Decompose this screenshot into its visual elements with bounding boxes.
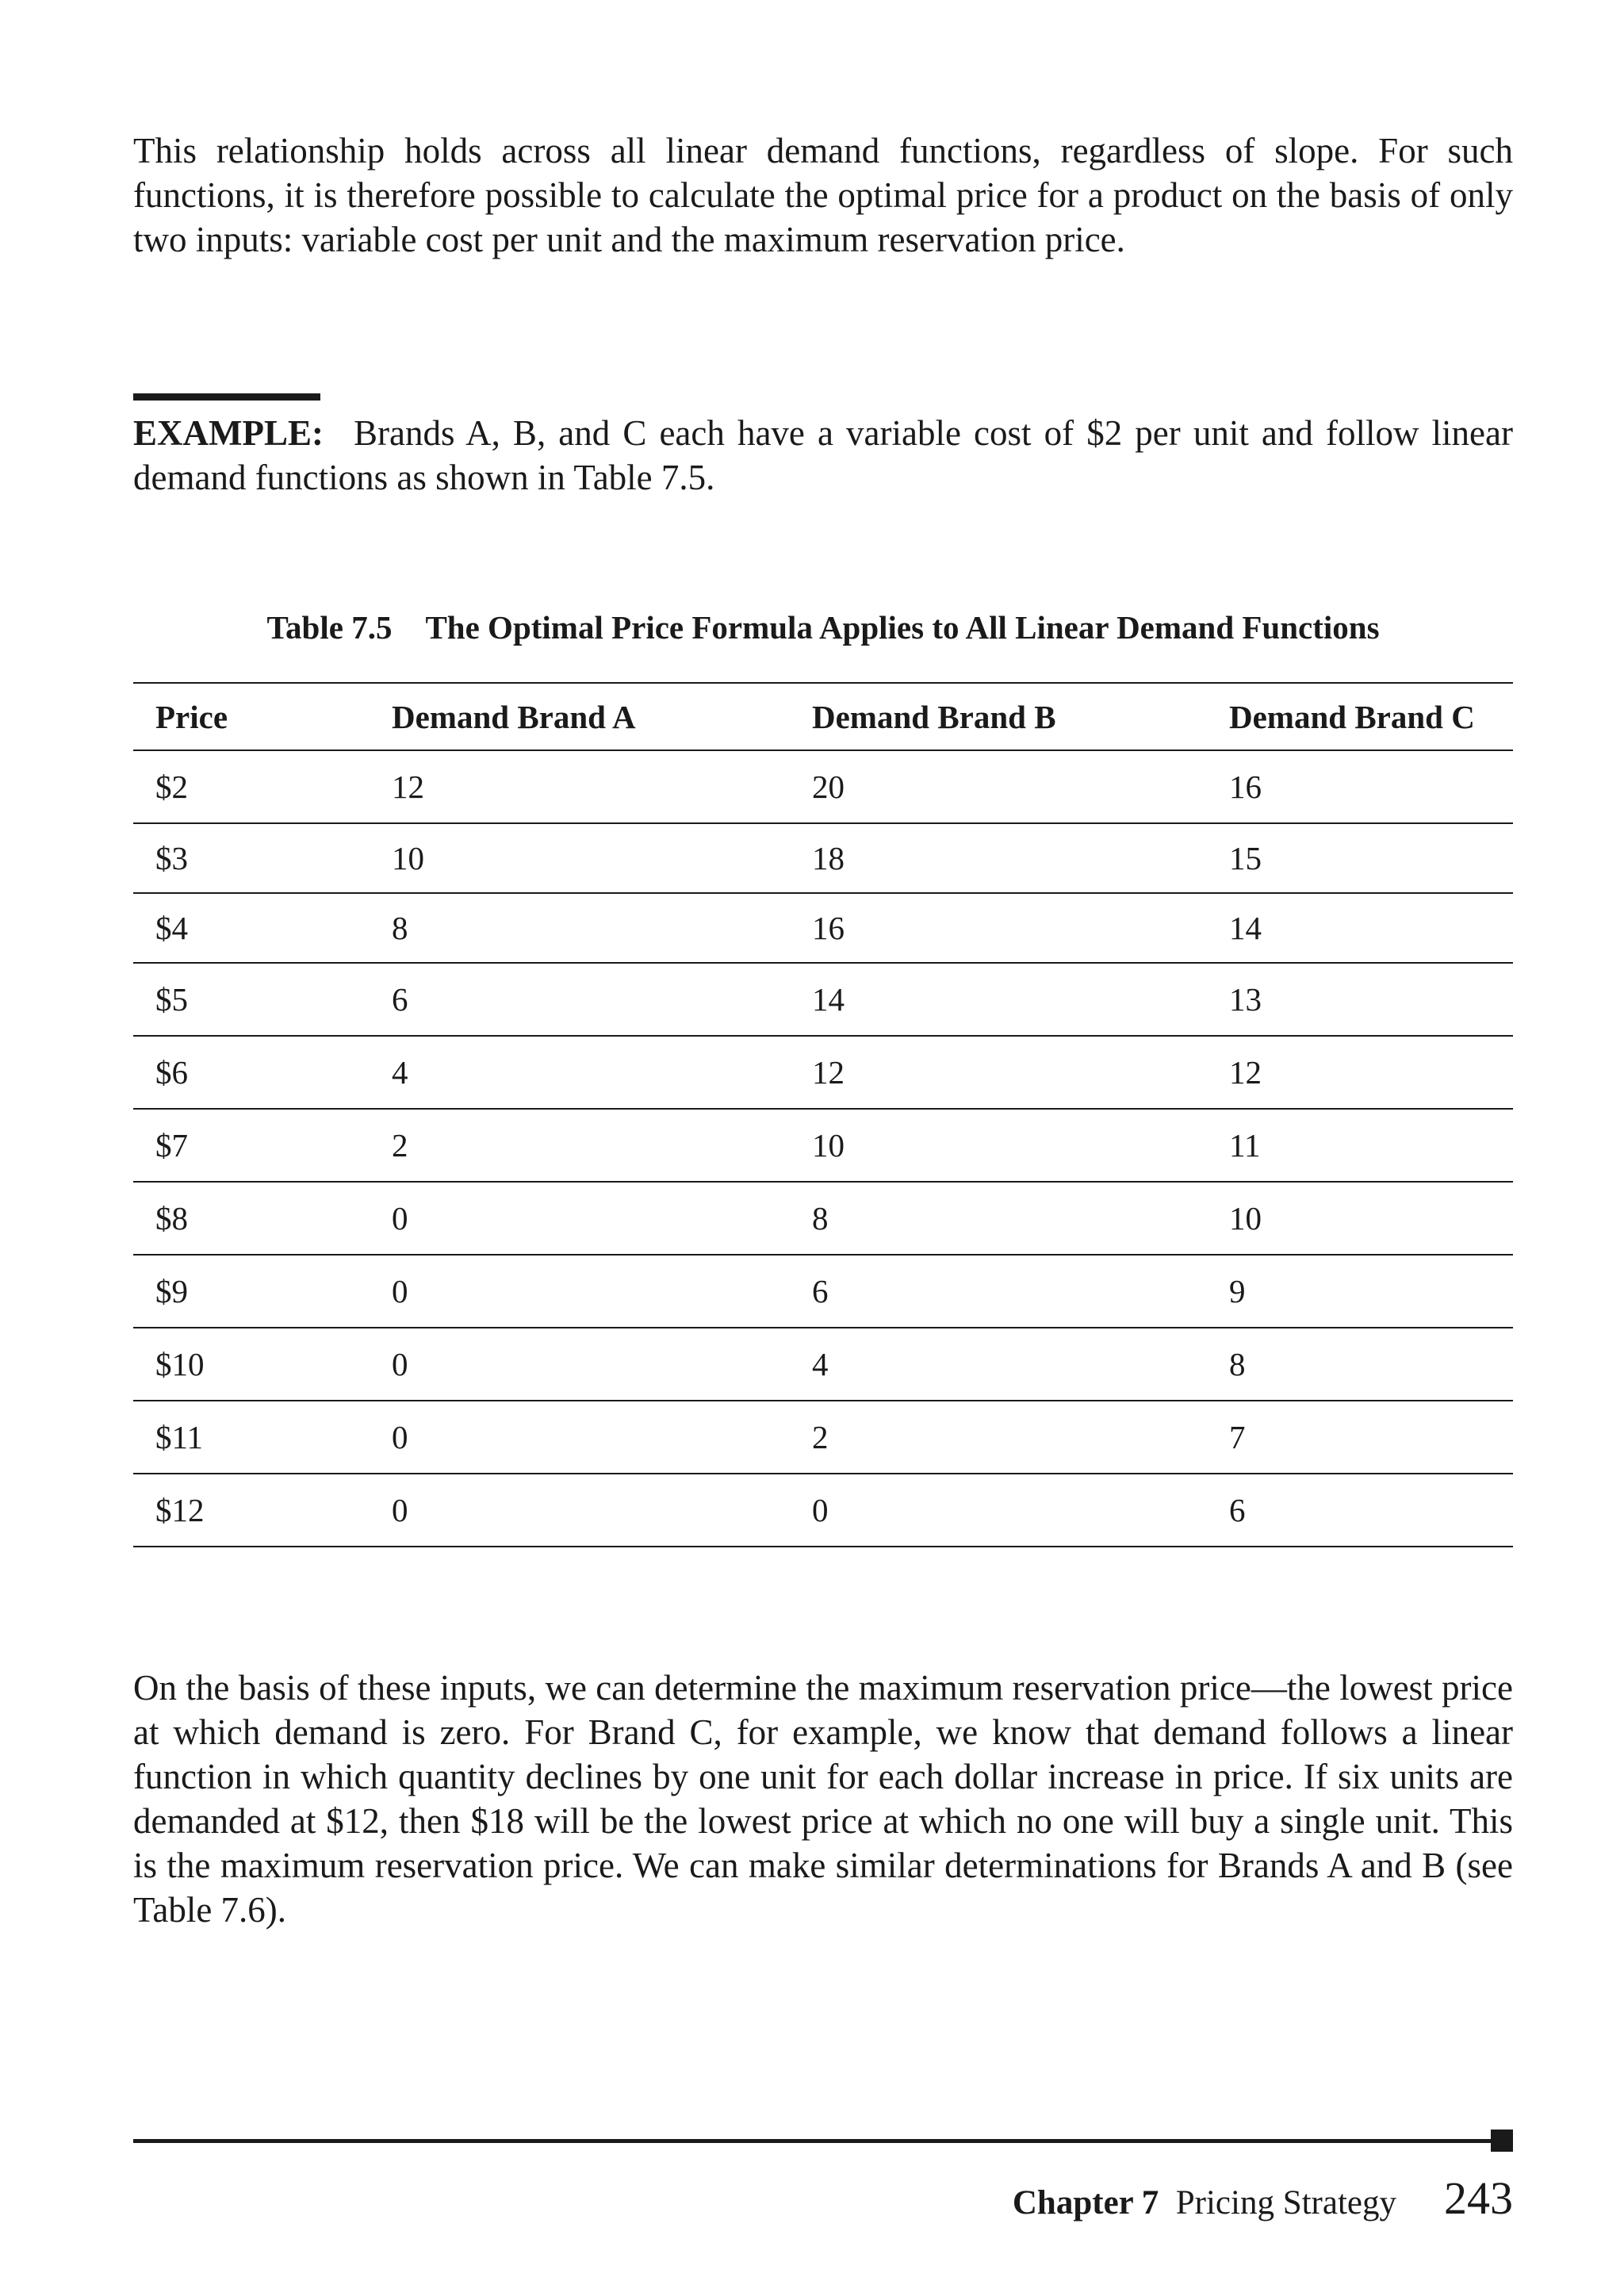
cell-brand-c: 12 — [1207, 1036, 1513, 1109]
cell-brand-b: 2 — [790, 1401, 1207, 1474]
table-row — [133, 1328, 1513, 1401]
cell-price: $3 — [133, 823, 370, 893]
footer-section: Pricing Strategy — [1175, 2184, 1396, 2222]
footer-square — [1491, 2130, 1513, 2152]
cell-price: $8 — [133, 1182, 370, 1255]
cell-brand-b: 0 — [790, 1474, 1207, 1547]
cell-price: $5 — [133, 963, 370, 1036]
example-block — [133, 411, 1513, 500]
cell-brand-c: 10 — [1207, 1182, 1513, 1255]
table-header-row — [133, 683, 1513, 750]
cell-brand-a: 0 — [370, 1401, 790, 1474]
cell-brand-b: 10 — [790, 1109, 1207, 1182]
cell-brand-c: 16 — [1207, 750, 1513, 823]
cell-brand-c: 9 — [1207, 1255, 1513, 1328]
cell-brand-b: 4 — [790, 1328, 1207, 1401]
cell-brand-b: 18 — [790, 823, 1207, 893]
cell-brand-a: 2 — [370, 1109, 790, 1182]
table-number: Table 7.5 — [266, 609, 393, 646]
cell-brand-a: 12 — [370, 750, 790, 823]
cell-price: $2 — [133, 750, 370, 823]
example-label: EXAMPLE: — [133, 413, 324, 453]
header-price: Price — [133, 683, 370, 750]
cell-price: $12 — [133, 1474, 370, 1547]
table-row — [133, 893, 1513, 963]
table-row — [133, 1255, 1513, 1328]
header-brand-c: Demand Brand C — [1207, 683, 1513, 750]
cell-brand-a: 10 — [370, 823, 790, 893]
header-brand-b: Demand Brand B — [790, 683, 1207, 750]
cell-brand-b: 12 — [790, 1036, 1207, 1109]
table-row — [133, 1182, 1513, 1255]
cell-brand-a: 8 — [370, 893, 790, 963]
table-body — [133, 750, 1513, 1547]
cell-price: $11 — [133, 1401, 370, 1474]
example-rule — [133, 393, 320, 401]
cell-brand-b: 8 — [790, 1182, 1207, 1255]
table-row — [133, 823, 1513, 893]
cell-brand-c: 15 — [1207, 823, 1513, 893]
cell-brand-b: 14 — [790, 963, 1207, 1036]
cell-price: $10 — [133, 1328, 370, 1401]
table-row — [133, 1109, 1513, 1182]
cell-brand-b: 20 — [790, 750, 1207, 823]
page-footer — [1013, 2172, 1513, 2225]
cell-brand-a: 0 — [370, 1474, 790, 1547]
cell-brand-a: 0 — [370, 1328, 790, 1401]
cell-brand-c: 13 — [1207, 963, 1513, 1036]
cell-brand-c: 8 — [1207, 1328, 1513, 1401]
intro-paragraph: This relationship holds across all linear demand functions, regardless of slope. For such functions, it is therefore possible to calculate the optimal price for a product on the basis of only two inputs: variable cost per unit and the maximum reservation price. — [133, 131, 1513, 259]
example-text: Brands A, B, and C each have a variable cost of $2 per unit and follow linear demand functions as shown in Table 7.5. — [133, 413, 1513, 497]
cell-brand-a: 6 — [370, 963, 790, 1036]
table-title: The Optimal Price Formula Applies to All Linear Demand Functions — [425, 609, 1380, 646]
cell-brand-c: 14 — [1207, 893, 1513, 963]
header-brand-a: Demand Brand A — [370, 683, 790, 750]
closing-paragraph: On the basis of these inputs, we can determine the maximum reservation price—the lowest price at which demand is zero. For Brand C, for example, we know that demand follows a linear function in which quantity declines by one unit for each dollar increase in price. If six units are demanded at $12, then $18 will be the lowest price at which no one will buy a single unit. This is the maximum reservation price. We can make similar determinations for Brands A and B (see Table 7.6). — [133, 1668, 1513, 1930]
footer-rule — [133, 2139, 1493, 2143]
table-row — [133, 963, 1513, 1036]
cell-brand-a: 0 — [370, 1182, 790, 1255]
cell-brand-c: 11 — [1207, 1109, 1513, 1182]
demand-table — [133, 682, 1513, 1547]
page-number: 243 — [1444, 2172, 1513, 2224]
table-row — [133, 750, 1513, 823]
cell-brand-c: 7 — [1207, 1401, 1513, 1474]
cell-brand-a: 0 — [370, 1255, 790, 1328]
footer-chapter: Chapter 7 — [1012, 2184, 1159, 2222]
cell-brand-a: 4 — [370, 1036, 790, 1109]
cell-price: $7 — [133, 1109, 370, 1182]
cell-price: $4 — [133, 893, 370, 963]
table-row — [133, 1474, 1513, 1547]
cell-price: $6 — [133, 1036, 370, 1109]
cell-brand-b: 16 — [790, 893, 1207, 963]
cell-brand-c: 6 — [1207, 1474, 1513, 1547]
table-row — [133, 1401, 1513, 1474]
table-caption — [133, 605, 1513, 650]
table-row — [133, 1036, 1513, 1109]
cell-price: $9 — [133, 1255, 370, 1328]
cell-brand-b: 6 — [790, 1255, 1207, 1328]
